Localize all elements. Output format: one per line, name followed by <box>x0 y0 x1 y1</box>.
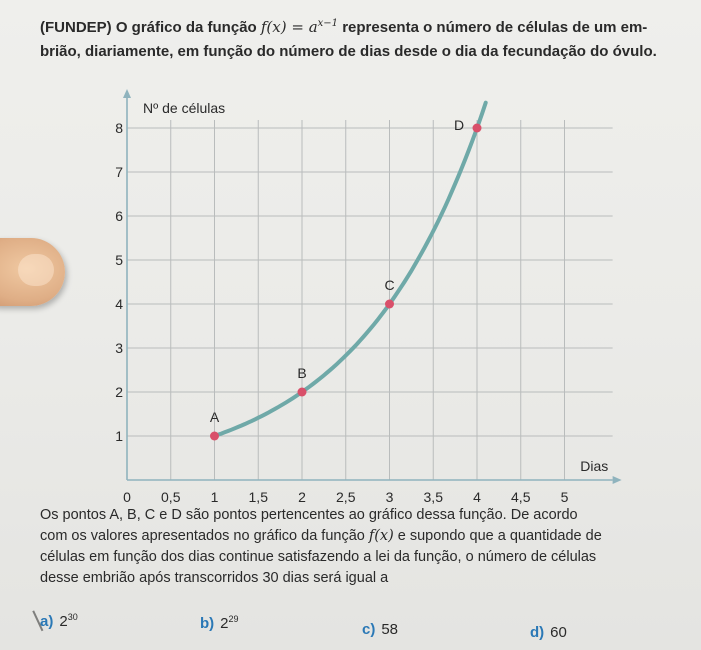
question-line-2: brião, diariamente, em função do número de dias desde o dia da fecundação do óvulo. <box>40 43 657 60</box>
x-axis-label: Dias <box>580 458 609 474</box>
chart <box>0 70 701 510</box>
option-c[interactable] <box>362 621 398 638</box>
x-tick-label-9: 4,5 <box>511 489 531 505</box>
option-d-letter: d) <box>530 624 545 641</box>
y-axis-arrow <box>123 89 131 98</box>
x-tick-label-2: 1 <box>210 489 219 505</box>
statement-line-3: células em função dos dias continue satisfazendo a lei da função, o número de células <box>40 549 597 565</box>
option-d-base: 60 <box>550 624 567 641</box>
thumb-photo-artifact <box>0 238 65 306</box>
series-curve <box>215 103 486 436</box>
x-tick-label-3: 1,5 <box>248 489 268 505</box>
y-tick-label-0: 1 <box>115 428 123 444</box>
x-tick-label-4: 2 <box>298 489 306 505</box>
option-d[interactable] <box>530 624 567 641</box>
x-tick-label-10: 5 <box>560 489 569 505</box>
option-b[interactable] <box>200 614 239 632</box>
x-tick-label-7: 3,5 <box>423 489 443 505</box>
statement-line-1: Os pontos A, B, C e D são pontos pertencentes ao gráfico dessa função. De acordo <box>40 507 578 523</box>
x-tick-label-5: 2,5 <box>336 489 356 505</box>
option-b-letter: b) <box>200 615 215 632</box>
question-line-1-end: representa o número de células de um em- <box>342 19 648 36</box>
question-header <box>40 12 690 64</box>
chart-svg <box>0 70 701 510</box>
y-tick-label-3: 4 <box>115 296 123 312</box>
y-tick-label-2: 3 <box>115 340 123 356</box>
data-point-b <box>298 388 307 397</box>
option-a-base: 2 <box>59 613 68 630</box>
formula-exponent: x−1 <box>317 18 339 29</box>
option-b-exp: 29 <box>228 614 239 624</box>
y-tick-label-7: 8 <box>115 120 123 136</box>
x-tick-label-0: 0 <box>123 489 131 505</box>
y-tick-label-6: 7 <box>115 164 123 180</box>
statement-line-4: desse embrião após transcorridos 30 dias será igual a <box>40 570 389 586</box>
x-axis-arrow <box>613 476 622 484</box>
y-tick-label-1: 2 <box>115 384 123 400</box>
data-point-c <box>385 300 394 309</box>
data-point-a <box>210 432 219 441</box>
x-tick-label-6: 3 <box>385 489 394 505</box>
point-label-c: C <box>384 277 395 293</box>
option-a-letter: a) <box>40 613 54 630</box>
question-line-1 <box>40 12 690 40</box>
point-label-b: B <box>297 365 307 381</box>
data-point-d <box>473 124 482 133</box>
x-tick-label-1: 0,5 <box>161 489 181 505</box>
option-c-base: 58 <box>381 621 399 638</box>
y-tick-label-4: 5 <box>115 252 123 268</box>
question-source: (FUNDEP) <box>40 19 112 36</box>
option-c-letter: c) <box>362 621 376 638</box>
option-a-exp: 30 <box>67 612 78 622</box>
point-label-d: D <box>453 117 465 133</box>
function-formula: $f(x) = a^{x-1}$ <box>260 18 339 36</box>
question-intro: O gráfico da função <box>115 19 257 36</box>
statement <box>40 505 680 589</box>
point-label-a: A <box>209 409 220 425</box>
x-tick-label-8: 4 <box>473 489 481 505</box>
statement-line-2: com os valores apresentados no gráfico da função f(x) e supondo que a quantidade de <box>40 528 602 544</box>
option-b-base: 2 <box>220 615 229 632</box>
y-axis-label: Nº de células <box>143 100 226 116</box>
statement-fx: f(x) <box>368 528 394 544</box>
y-tick-label-5: 6 <box>115 208 123 224</box>
